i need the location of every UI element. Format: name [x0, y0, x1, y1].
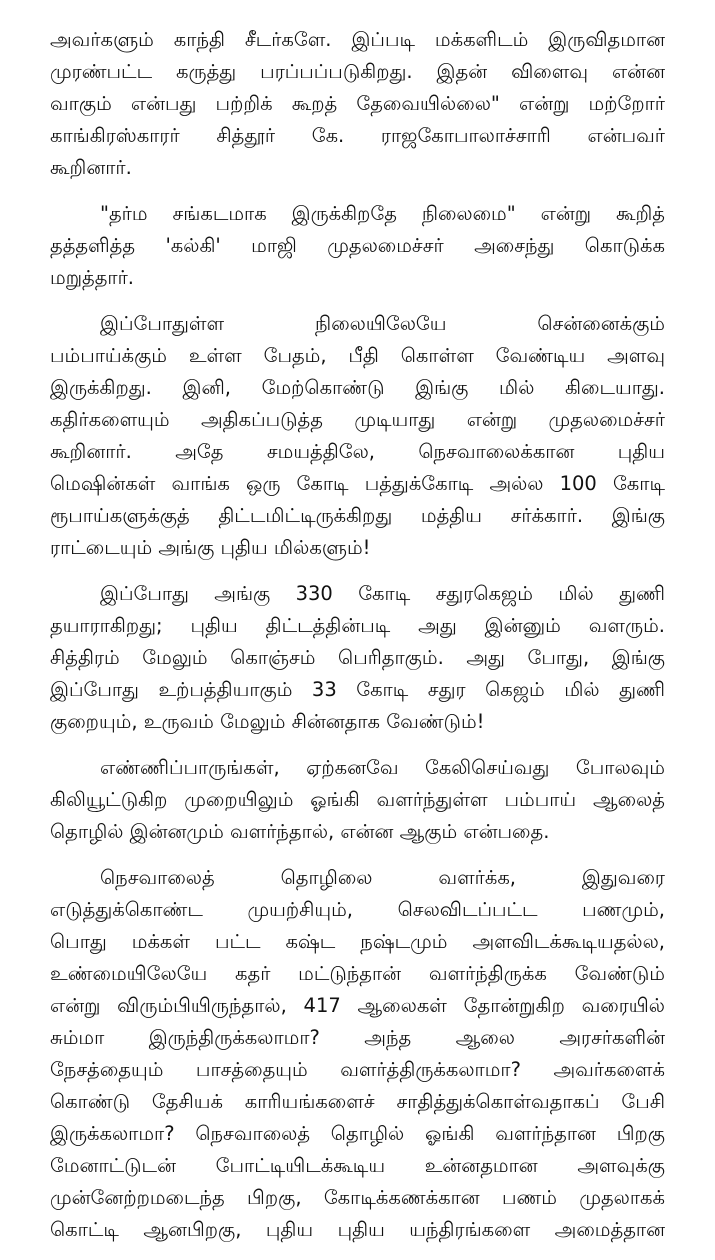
text-line: தயாராகிறது; புதிய திட்டத்தின்படி அது இன்னும் வளரும்.	[50, 614, 665, 637]
text-line: முரண்பட்ட கருத்து பரப்பப்படுகிறது. இதன் விளைவு என்ன	[50, 60, 665, 83]
text-line: கூறினார். அதே சமயத்திலே, நெசவாலைக்கான புதிய	[50, 440, 665, 463]
text-line: "தர்ம சங்கடமாக இருக்கிறதே நிலைமை" என்று கூறித்	[100, 202, 665, 225]
paragraph-6	[50, 862, 665, 1246]
text-line: அவர்களும் காந்தி சீடர்களே. இப்படி மக்களிடம் இருவிதமான	[50, 28, 665, 51]
paragraph-2	[50, 198, 665, 294]
text-line: குறையும், உருவம் மேலும் சின்னதாக வேண்டும்!	[50, 710, 485, 733]
text-line: இப்போது அங்கு 330 கோடி சதுரகெஜம் மில் துணி	[100, 582, 665, 605]
text-line: உண்மையிலேயே கதர் மட்டுந்தான் வளர்ந்திருக்க வேண்டும்	[50, 962, 665, 985]
text-line: என்று விரும்பியிருந்தால், 417 ஆலைகள் தோன்றுகிற வரையில்	[50, 994, 665, 1017]
text-line: நேசத்தையும் பாசத்தையும் வளர்த்திருக்கலாமா? அவர்களைக்	[50, 1058, 665, 1081]
text-line: காங்கிரஸ்காரர் சித்தூர் கே. ராஜகோபாலாச்சாரி என்பவர்	[50, 124, 665, 147]
text-line: எண்ணிப்பாருங்கள், ஏற்கனவே கேலிசெய்வது போலவும்	[100, 756, 665, 779]
text-line: கூறினார்.	[50, 156, 132, 179]
text-line: இருக்கலாமா? நெசவாலைத் தொழில் ஓங்கி வளர்ந்தான பிறகு	[50, 1122, 665, 1145]
text-line: பொது மக்கள் பட்ட கஷ்ட நஷ்டமும் அளவிடக்கூடியதல்ல,	[50, 930, 665, 953]
text-line: மறுத்தார்.	[50, 266, 134, 289]
text-line: கொட்டி ஆனபிறகு, புதிய புதிய யந்திரங்களை அமைத்தான	[50, 1218, 665, 1241]
text-line: எடுத்துக்கொண்ட முயற்சியும், செலவிடப்பட்ட பணமும்,	[50, 898, 665, 921]
text-line: இப்போது உற்பத்தியாகும் 33 கோடி சதுர கெஜம் மில் துணி	[50, 678, 665, 701]
text-line: கதிர்களையும் அதிகப்படுத்த முடியாது என்று முதலமைச்சர்	[50, 408, 665, 431]
paragraph-3	[50, 308, 665, 564]
document-page	[50, 24, 665, 1260]
text-line: மேனாட்டுடன் போட்டியிடக்கூடிய உன்னதமான அளவுக்கு	[50, 1154, 665, 1177]
text-line: கிலியூட்டுகிற முறையிலும் ஓங்கி வளர்ந்துள்ள பம்பாய் ஆலைத்	[50, 788, 665, 811]
text-line: இப்போதுள்ள நிலையிலேயே சென்னைக்கும்	[100, 312, 665, 335]
text-line: நெசவாலைத் தொழிலை வளர்க்க, இதுவரை	[100, 866, 665, 889]
text-line: கொண்டு தேசியக் காரியங்களைச் சாதித்துக்கொள்வதாகப் பேசி	[50, 1090, 665, 1113]
paragraph-5	[50, 752, 665, 848]
paragraph-4	[50, 578, 665, 738]
text-line: மெஷின்கள் வாங்க ஒரு கோடி பத்துக்கோடி அல்ல 100 கோடி	[50, 472, 665, 495]
text-line: பம்பாய்க்கும் உள்ள பேதம், பீதி கொள்ள வேண்டிய அளவு	[50, 344, 665, 367]
paragraph-1	[50, 24, 665, 184]
text-line: வாகும் என்பது பற்றிக் கூறத் தேவையில்லை" என்று மற்றோர்	[50, 92, 665, 115]
text-line: முன்னேற்றமடைந்த பிறகு, கோடிக்கணக்கான பணம் முதலாகக்	[50, 1186, 665, 1209]
text-line: தத்தளித்த 'கல்கி' மாஜி முதலமைச்சர் அசைந்து கொடுக்க	[50, 234, 665, 257]
text-line: சும்மா இருந்திருக்கலாமா? அந்த ஆலை அரசர்களின்	[50, 1026, 665, 1049]
text-line: சித்திரம் மேலும் கொஞ்சம் பெரிதாகும். அது போது, இங்கு	[50, 646, 665, 669]
text-line: ரூபாய்களுக்குத் திட்டமிட்டிருக்கிறது மத்திய சர்க்கார். இங்கு	[50, 504, 665, 527]
text-line: தொழில் இன்னமும் வளர்ந்தால், என்ன ஆகும் என்பதை.	[50, 820, 550, 843]
text-line: ராட்டையும் அங்கு புதிய மில்களும்!	[50, 536, 371, 559]
text-line: இருக்கிறது. இனி, மேற்கொண்டு இங்கு மில் கிடையாது.	[50, 376, 665, 399]
